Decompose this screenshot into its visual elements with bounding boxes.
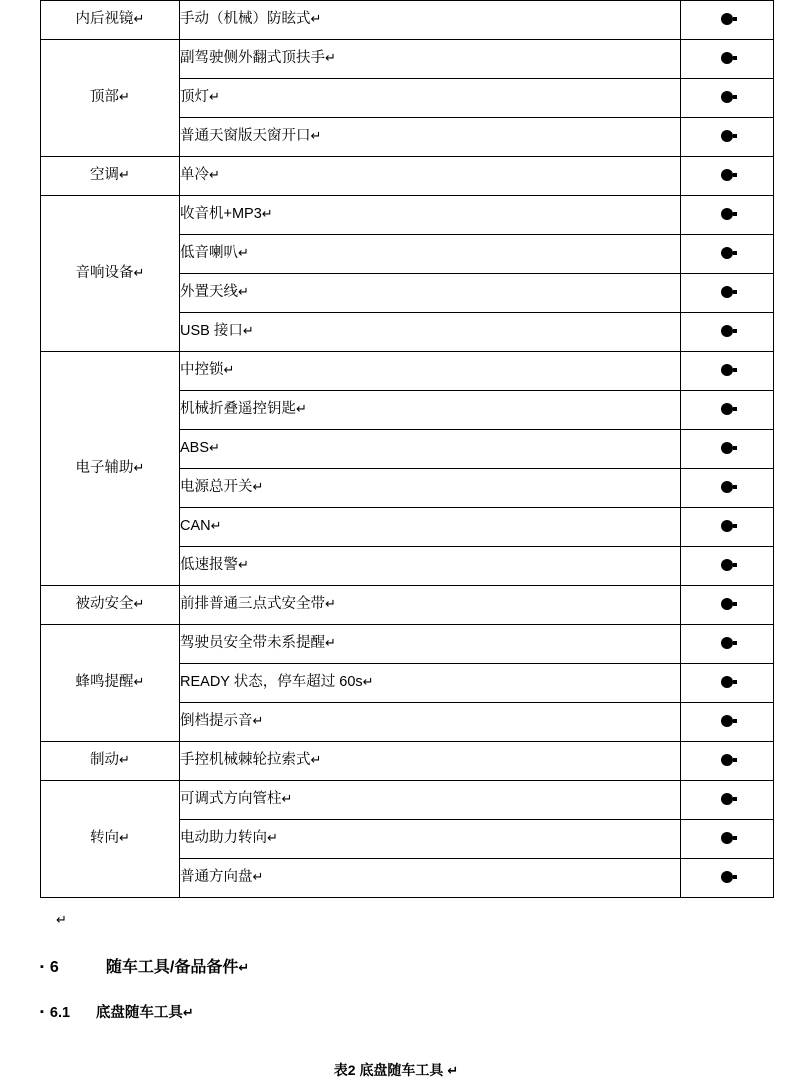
heading-number: 6: [49, 959, 59, 976]
item-cell: [180, 196, 681, 235]
caption-text: 底盘随车工具: [359, 1062, 444, 1078]
paragraph-mark: ↵: [238, 284, 249, 300]
heading-bullet-icon: ▪: [40, 1006, 44, 1018]
paragraph-mark: ↵: [362, 674, 374, 690]
paragraph-mark: ↵: [182, 1005, 194, 1020]
table-caption: [40, 1060, 752, 1080]
item-label: 可调式方向管柱: [180, 791, 282, 808]
filled-circle-icon: [721, 520, 733, 532]
paragraph-mark: ↵: [325, 50, 336, 66]
standard-equipment-cell: [681, 313, 774, 352]
item-label: 驾驶员安全带未系提醒: [180, 635, 325, 652]
standard-equipment-cell: [681, 742, 774, 781]
paragraph-mark: ↵: [447, 1063, 459, 1078]
item-label: CAN: [180, 518, 211, 535]
item-cell: [180, 79, 681, 118]
category-cell: [41, 157, 180, 196]
item-cell: [180, 157, 681, 196]
item-label: 普通方向盘: [180, 869, 253, 886]
item-label: 普通天窗版天窗开口: [180, 128, 311, 145]
standard-equipment-cell: [681, 625, 774, 664]
item-label: 副驾驶侧外翻式顶扶手: [180, 50, 325, 67]
table-row: [41, 157, 774, 196]
category-label: 空调: [90, 167, 120, 184]
standard-equipment-cell: [681, 1, 774, 40]
filled-circle-icon: [721, 481, 733, 493]
category-cell: [41, 352, 180, 586]
item-cell: [180, 508, 681, 547]
category-label: 内后视镜: [75, 11, 134, 28]
category-cell: [41, 586, 180, 625]
table-body: [41, 1, 774, 898]
standard-equipment-cell: [681, 430, 774, 469]
item-label: 单冷: [180, 167, 209, 184]
item-cell: [180, 40, 681, 79]
category-label: 音响设备: [75, 264, 134, 281]
paragraph-mark: ↵: [119, 89, 130, 105]
item-cell: [180, 781, 681, 820]
category-label: 制动: [90, 752, 120, 769]
paragraph-mark: ↵: [133, 674, 145, 690]
category-label: 转向: [90, 830, 120, 847]
item-cell: [180, 859, 681, 898]
heading-bullet-icon: ▪: [40, 961, 44, 973]
paragraph-mark: ↵: [310, 128, 322, 144]
standard-equipment-cell: [681, 352, 774, 391]
paragraph-mark: ↵: [238, 960, 250, 975]
filled-circle-icon: [721, 598, 733, 610]
category-cell: [41, 196, 180, 352]
item-label: 顶灯: [180, 89, 209, 106]
paragraph-mark: ↵: [56, 912, 67, 927]
item-cell: [180, 625, 681, 664]
item-cell: [180, 1, 681, 40]
filled-circle-icon: [721, 637, 733, 649]
item-label: 收音机+MP3: [180, 206, 262, 223]
item-cell: [180, 118, 681, 157]
category-label: 电子辅助: [75, 459, 134, 476]
standard-equipment-cell: [681, 820, 774, 859]
category-cell: [41, 625, 180, 742]
item-label: READY 状态，停车超过 60s: [180, 674, 363, 691]
paragraph-mark: ↵: [242, 323, 254, 339]
paragraph-mark: ↵: [325, 635, 336, 651]
paragraph-mark: ↵: [281, 791, 293, 807]
item-cell: [180, 469, 681, 508]
item-label: 倒档提示音: [180, 713, 253, 730]
item-cell: [180, 820, 681, 859]
standard-equipment-cell: [681, 547, 774, 586]
filled-circle-icon: [721, 715, 733, 727]
standard-equipment-cell: [681, 469, 774, 508]
standard-equipment-cell: [681, 781, 774, 820]
paragraph-mark: ↵: [252, 479, 264, 495]
table-row: [41, 1, 774, 40]
item-cell: [180, 430, 681, 469]
standard-equipment-cell: [681, 664, 774, 703]
paragraph-mark: ↵: [119, 830, 130, 846]
filled-circle-icon: [721, 364, 733, 376]
standard-equipment-cell: [681, 859, 774, 898]
paragraph-mark: ↵: [296, 401, 307, 417]
item-cell: [180, 703, 681, 742]
paragraph-mark: ↵: [325, 596, 336, 612]
category-label: 被动安全: [75, 596, 134, 613]
item-label: 手动（机械）防眩式: [180, 11, 311, 28]
category-cell: [41, 40, 180, 157]
standard-equipment-cell: [681, 157, 774, 196]
item-cell: [180, 742, 681, 781]
standard-equipment-cell: [681, 274, 774, 313]
filled-circle-icon: [721, 130, 733, 142]
standard-equipment-cell: [681, 586, 774, 625]
heading-text: 随车工具/备品备件: [105, 959, 239, 976]
item-cell: [180, 235, 681, 274]
heading-section-6: [40, 954, 752, 977]
paragraph-mark: ↵: [238, 245, 249, 261]
filled-circle-icon: [721, 754, 733, 766]
item-label: 低速报警: [180, 557, 238, 574]
item-label: 中控锁: [180, 362, 224, 379]
item-cell: [180, 664, 681, 703]
item-label: ABS: [180, 440, 210, 457]
item-cell: [180, 391, 681, 430]
filled-circle-icon: [721, 52, 733, 64]
paragraph-mark: ↵: [119, 752, 130, 768]
table-row: [41, 196, 774, 235]
paragraph-mark: ↵: [261, 206, 273, 222]
paragraph-mark: ↵: [133, 596, 145, 612]
item-cell: [180, 352, 681, 391]
item-cell: [180, 274, 681, 313]
table-row: [41, 352, 774, 391]
heading-number: 6.1: [49, 1005, 71, 1021]
category-cell: [41, 1, 180, 40]
table-row: [41, 586, 774, 625]
item-label: 前排普通三点式安全带: [180, 596, 325, 613]
paragraph-mark: ↵: [310, 11, 322, 27]
paragraph-mark: ↵: [267, 830, 278, 846]
standard-equipment-cell: [681, 508, 774, 547]
standard-equipment-cell: [681, 196, 774, 235]
filled-circle-icon: [721, 403, 733, 415]
item-label: 电源总开关: [180, 479, 253, 496]
table-row: [41, 40, 774, 79]
paragraph-mark: ↵: [133, 264, 145, 280]
item-label: 外置天线: [180, 284, 238, 301]
category-label: 顶部: [90, 89, 120, 106]
paragraph-mark: ↵: [133, 11, 145, 27]
table-row: [41, 781, 774, 820]
category-cell: [41, 742, 180, 781]
empty-paragraph-mark: [40, 912, 752, 928]
filled-circle-icon: [721, 559, 733, 571]
item-label: 手控机械棘轮拉索式: [180, 752, 311, 769]
item-label: 低音喇叭: [180, 245, 238, 262]
heading-text: 底盘随车工具: [95, 1005, 183, 1021]
paragraph-mark: ↵: [223, 362, 235, 378]
paragraph-mark: ↵: [310, 752, 322, 768]
paragraph-mark: ↵: [209, 89, 220, 105]
item-cell: [180, 586, 681, 625]
paragraph-mark: ↵: [238, 557, 249, 573]
standard-equipment-cell: [681, 235, 774, 274]
item-label: USB 接口: [180, 323, 243, 340]
filled-circle-icon: [721, 676, 733, 688]
item-label: 电动助力转向: [180, 830, 267, 847]
filled-circle-icon: [721, 169, 733, 181]
category-cell: [41, 781, 180, 898]
paragraph-mark: ↵: [252, 869, 264, 885]
standard-equipment-cell: [681, 391, 774, 430]
filled-circle-icon: [721, 91, 733, 103]
filled-circle-icon: [721, 793, 733, 805]
filled-circle-icon: [721, 286, 733, 298]
paragraph-mark: ↵: [209, 167, 220, 183]
paragraph-mark: ↵: [210, 518, 222, 534]
filled-circle-icon: [721, 871, 733, 883]
standard-equipment-cell: [681, 79, 774, 118]
filled-circle-icon: [721, 442, 733, 454]
item-cell: [180, 313, 681, 352]
filled-circle-icon: [721, 325, 733, 337]
standard-equipment-cell: [681, 703, 774, 742]
filled-circle-icon: [721, 208, 733, 220]
filled-circle-icon: [721, 13, 733, 25]
table-row: [41, 742, 774, 781]
paragraph-mark: ↵: [133, 459, 145, 475]
table-row: [41, 625, 774, 664]
configuration-table: [40, 0, 774, 898]
category-label: 蜂鸣提醒: [75, 674, 134, 691]
caption-label: 表2: [333, 1062, 356, 1078]
standard-equipment-cell: [681, 40, 774, 79]
filled-circle-icon: [721, 247, 733, 259]
paragraph-mark: ↵: [209, 440, 220, 456]
paragraph-mark: ↵: [119, 167, 130, 183]
filled-circle-icon: [721, 832, 733, 844]
item-cell: [180, 547, 681, 586]
heading-section-6-1: [40, 1001, 752, 1022]
paragraph-mark: ↵: [252, 713, 264, 729]
item-label: 机械折叠遥控钥匙: [180, 401, 296, 418]
standard-equipment-cell: [681, 118, 774, 157]
